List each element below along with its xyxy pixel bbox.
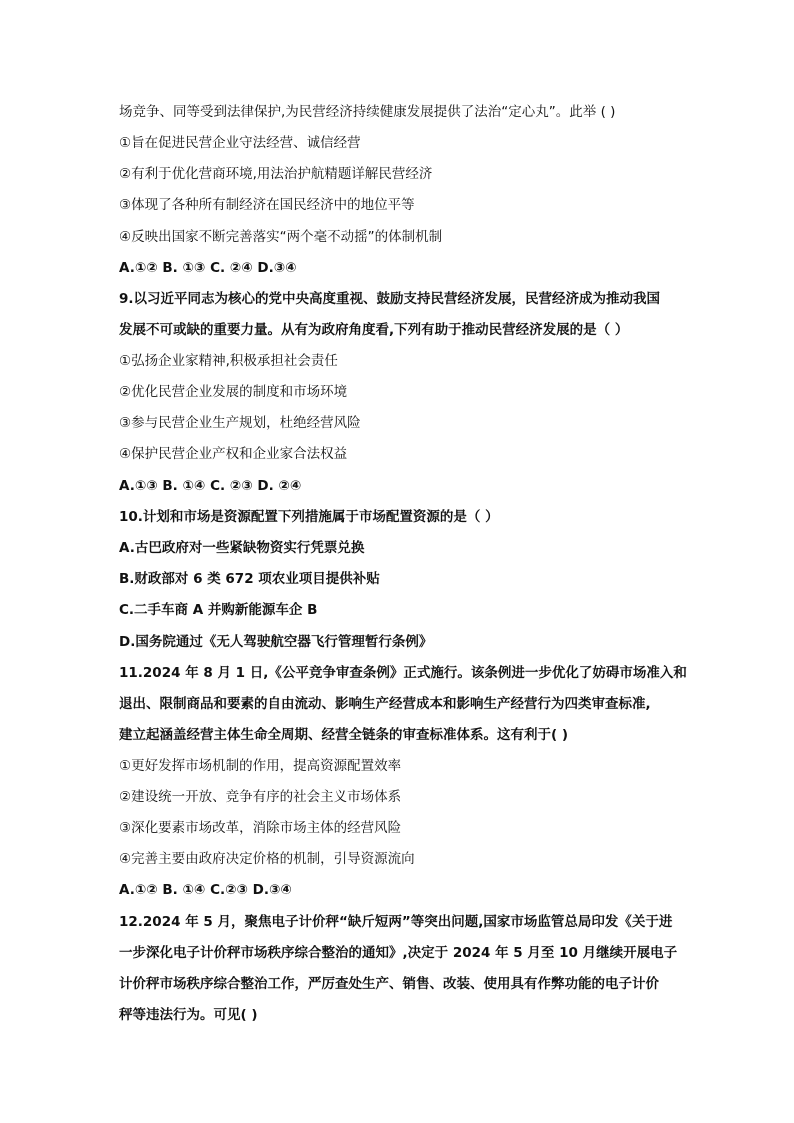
question-9-option-4: ④保护民营企业产权和企业家合法权益 — [119, 446, 348, 462]
question-11-option-4: ④完善主要由政府决定价格的机制，引导资源流向 — [119, 851, 415, 867]
question-11-option-2: ②建设统一开放、竞争有序的社会主义市场体系 — [119, 789, 402, 805]
question-12-stem-line-1: 12.2024 年 5 月，聚焦电子计价秤“缺斤短两”等突出问题,国家市场监管总局印发《关于进 — [119, 914, 673, 930]
question-8-option-3: ③体现了各种所有制经济在国民经济中的地位平等 — [119, 197, 415, 213]
question-11-option-1: ①更好发挥市场机制的作用，提高资源配置效率 — [119, 758, 402, 774]
question-9-stem-line-2: 发展不可或缺的重要力量。从有为政府角度看,下列有助于推动民营经济发展的是（ ） — [119, 322, 629, 338]
question-8-option-1: ①旨在促进民营企业守法经营、诚信经营 — [119, 135, 361, 151]
question-9-option-1: ①弘扬企业家精神,积极承担社会责任 — [119, 353, 338, 369]
question-10-choice-c: C.二手车商 A 并购新能源车企 B — [119, 602, 318, 618]
question-8-stem-tail: 场竞争、同等受到法律保护,为民营经济持续健康发展提供了法治“定心丸”。此举 ( ) — [119, 104, 616, 120]
question-9-option-3: ③参与民营企业生产规划，杜绝经营风险 — [119, 415, 361, 431]
question-10-stem: 10.计划和市场是资源配置下列措施属于市场配置资源的是（ ） — [119, 509, 499, 525]
question-12-stem-line-2: 一步深化电子计价秤市场秩序综合整治的通知》,决定于 2024 年 5 月至 10 月继续开展电子 — [119, 945, 678, 961]
question-11-choices: A.①② B. ①④ C.②③ D.③④ — [119, 882, 292, 898]
question-10-choice-a: A.古巴政府对一些紧缺物资实行凭票兑换 — [119, 540, 365, 556]
question-10-choice-b: B.财政部对 6 类 672 项农业项目提供补贴 — [119, 571, 380, 587]
question-8-choices: A.①② B. ①③ C. ②④ D.③④ — [119, 260, 297, 276]
question-12-stem-line-3: 计价秤市场秩序综合整治工作，严厉查处生产、销售、改装、使用具有作弊功能的电子计价 — [119, 976, 659, 992]
question-9-option-2: ②优化民营企业发展的制度和市场环境 — [119, 384, 348, 400]
question-12-stem-line-4: 秤等违法行为。可见( ) — [119, 1007, 258, 1023]
question-9-choices: A.①③ B. ①④ C. ②③ D. ②④ — [119, 478, 302, 494]
question-8-option-2: ②有利于优化营商环境,用法治护航精题详解民营经济 — [119, 166, 433, 182]
question-11-option-3: ③深化要素市场改革，消除市场主体的经营风险 — [119, 820, 402, 836]
question-11-stem-line-1: 11.2024 年 8 月 1 日,《公平竞争审查条例》正式施行。该条例进一步优化了妨碍市场准入和 — [119, 665, 687, 681]
question-8-option-4: ④反映出国家不断完善落实“两个毫不动摇”的体制机制 — [119, 229, 443, 245]
question-10-choice-d: D.国务院通过《无人驾驶航空器飞行管理暂行条例》 — [119, 634, 433, 650]
question-11-stem-line-3: 建立起涵盖经营主体生命全周期、经营全链条的审查标准体系。这有利于( ) — [119, 727, 569, 743]
question-11-stem-line-2: 退出、限制商品和要素的自由流动、影响生产经营成本和影响生产经营行为四类审查标准, — [119, 696, 651, 712]
question-9-stem-line-1: 9.以习近平同志为核心的党中央高度重视、鼓励支持民营经济发展，民营经济成为推动我国 — [119, 291, 661, 307]
